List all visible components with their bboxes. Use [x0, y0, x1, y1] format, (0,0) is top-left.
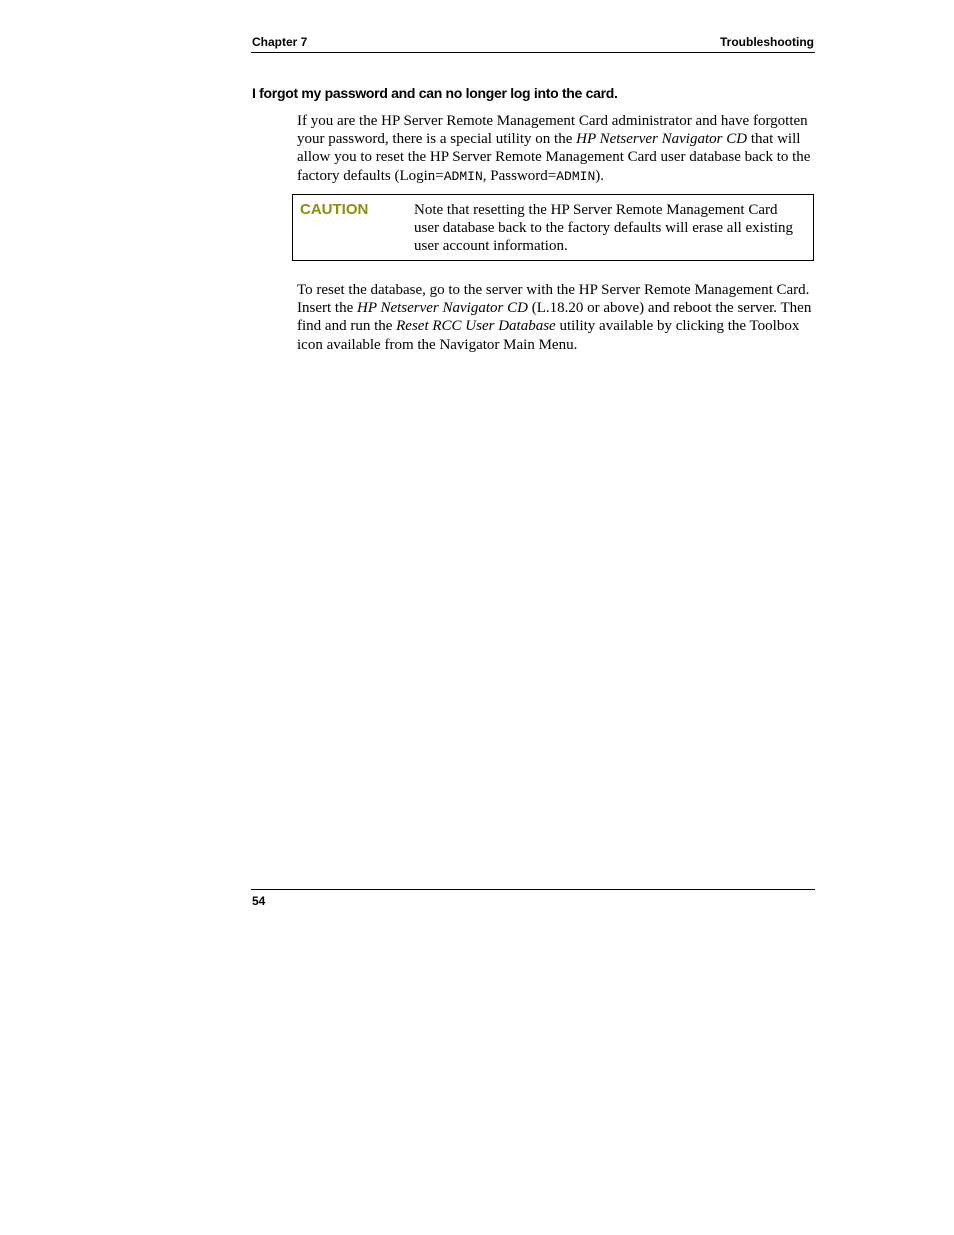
reset-text-3: utility available by clicking the Toolbox icon available from the Navigator Main Menu.	[297, 318, 800, 353]
reset-text-2: (L.18.20 or above) and reboot the server. Then find and run the	[297, 300, 812, 335]
page-footer	[251, 889, 815, 908]
caution-label: CAUTION	[300, 201, 369, 218]
intro-text-4: ).	[595, 167, 604, 184]
intro-text-1: If you are the HP Server Remote Management Card administrator and have forgotten your password, there is a special utility on the	[297, 113, 808, 148]
intro-text-2: that will allow you to reset the HP Server Remote Management Card user database back to the factory defaults (Login=	[297, 131, 811, 184]
caution-box	[292, 194, 814, 261]
reset-text-1: To reset the database, go to the server with the HP Server Remote Management Card. Insert the	[297, 282, 810, 317]
page-number: 54	[252, 894, 266, 908]
reset-instructions-paragraph	[297, 281, 812, 354]
login-code: ADMIN	[443, 168, 483, 184]
intro-text-3: , Password=	[482, 167, 557, 184]
page-header	[251, 34, 815, 53]
section-heading: I forgot my password and can no longer log into the card.	[252, 85, 618, 101]
header-chapter: Chapter 7	[252, 35, 308, 49]
intro-emphasis-cd: HP Netserver Navigator CD	[576, 131, 748, 148]
password-code: ADMIN	[556, 168, 596, 184]
reset-emphasis-utility: Reset RCC User Database	[396, 318, 556, 335]
caution-text: Note that resetting the HP Server Remote Management Card user database back to the factory defaults will erase all existing user account information.	[414, 202, 794, 255]
reset-emphasis-cd: HP Netserver Navigator CD	[356, 300, 528, 317]
intro-paragraph	[297, 112, 812, 186]
header-section-title: Troubleshooting	[720, 35, 814, 49]
